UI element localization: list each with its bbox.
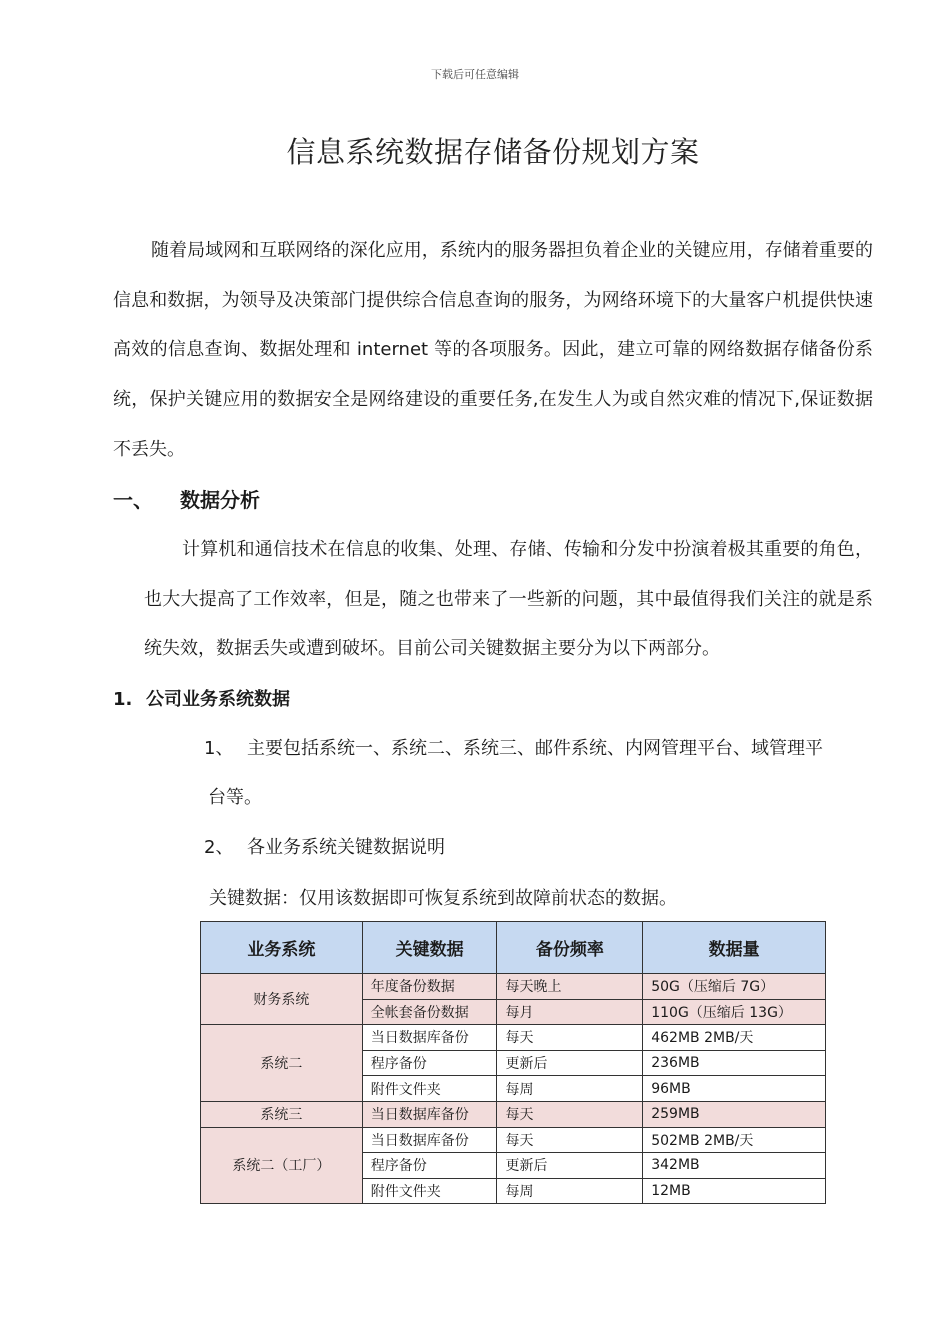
- system-cell: 系统二: [201, 1025, 363, 1102]
- table-row: [201, 974, 826, 1000]
- table-header-row: [201, 922, 826, 974]
- table-row: [201, 1127, 826, 1153]
- key-data-cell: 年度备份数据: [362, 974, 497, 1000]
- frequency-cell: 每周: [497, 1178, 643, 1204]
- table-header-cell: 业务系统: [201, 922, 363, 974]
- system-cell: 系统二（工厂）: [201, 1127, 363, 1204]
- key-data-cell: 当日数据库备份: [362, 1025, 497, 1051]
- backup-table: [200, 921, 826, 1204]
- document-title: 信息系统数据存储备份规划方案: [286, 135, 700, 169]
- system-cell: 财务系统: [201, 974, 363, 1025]
- key-data-cell: 全帐套备份数据: [362, 999, 497, 1025]
- volume-cell: 110G（压缩后 13G）: [643, 999, 826, 1025]
- section-paragraph: 计算机和通信技术在信息的收集、处理、存储、传输和分发中扮演着极其重要的角色，也大大提高了工作效率，但是，随之也带来了一些新的问题，其中最值得我们关注的就是系统失效，数据丢失或遭到破坏。目前公司关键数据主要分为以下两部分。: [144, 539, 873, 660]
- frequency-cell: 每月: [497, 999, 643, 1025]
- key-data-cell: 当日数据库备份: [362, 1101, 497, 1127]
- frequency-cell: 更新后: [497, 1050, 643, 1076]
- header-note: 下载后可任意编辑: [431, 68, 519, 81]
- frequency-cell: 每天: [497, 1127, 643, 1153]
- volume-cell: 502MB 2MB/天: [643, 1127, 826, 1153]
- table-header-cell: 关键数据: [362, 922, 497, 974]
- system-cell: 系统三: [201, 1101, 363, 1127]
- volume-cell: 50G（压缩后 7G）: [643, 974, 826, 1000]
- intro-paragraph: 随着局域网和互联网络的深化应用，系统内的服务器担负着企业的关键应用，存储着重要的信息和数据，为领导及决策部门提供综合信息查询的服务，为网络环境下的大量客户机提供快速高效的信息查询、数据处理和 internet 等的各项服务。因此，建立可靠的网络数据存储备份系统，保护关键应用的数据安全是网络建设的重要任务,在发生人为或自然灾难的情况下,保证数据不丢失。: [113, 240, 873, 460]
- list-item: [204, 724, 873, 774]
- list-item-number: 2、: [204, 837, 234, 858]
- section-title: 数据分析: [180, 488, 260, 512]
- table-row: [201, 1025, 826, 1051]
- key-data-cell: 程序备份: [362, 1050, 497, 1076]
- key-data-cell: 程序备份: [362, 1153, 497, 1179]
- subsection-heading: [113, 685, 290, 711]
- list-item-number: 1、: [204, 738, 234, 759]
- frequency-cell: 每周: [497, 1076, 643, 1102]
- list-item-text: 主要包括系统一、系统二、系统三、邮件系统、内网管理平台、域管理平: [247, 738, 823, 759]
- key-data-note: 关键数据：仅用该数据即可恢复系统到故障前状态的数据。: [209, 888, 677, 909]
- subsection-number: 1.: [113, 689, 133, 710]
- frequency-cell: 每天晚上: [497, 974, 643, 1000]
- table-row: [201, 1101, 826, 1127]
- list-item-text-continued: 台等。: [208, 787, 262, 808]
- frequency-cell: 每天: [497, 1025, 643, 1051]
- volume-cell: 236MB: [643, 1050, 826, 1076]
- list-item-text: 各业务系统关键数据说明: [247, 837, 445, 858]
- section-number: 一、: [113, 488, 153, 512]
- frequency-cell: 每天: [497, 1101, 643, 1127]
- table-header-cell: 数据量: [643, 922, 826, 974]
- volume-cell: 462MB 2MB/天: [643, 1025, 826, 1051]
- key-data-cell: 附件文件夹: [362, 1076, 497, 1102]
- volume-cell: 12MB: [643, 1178, 826, 1204]
- key-data-cell: 当日数据库备份: [362, 1127, 497, 1153]
- section-heading: [113, 484, 260, 513]
- frequency-cell: 更新后: [497, 1153, 643, 1179]
- table-header-cell: 备份频率: [497, 922, 643, 974]
- subsection-title: 公司业务系统数据: [146, 689, 290, 710]
- volume-cell: 259MB: [643, 1101, 826, 1127]
- volume-cell: 96MB: [643, 1076, 826, 1102]
- list-item: [204, 823, 445, 873]
- key-data-cell: 附件文件夹: [362, 1178, 497, 1204]
- volume-cell: 342MB: [643, 1153, 826, 1179]
